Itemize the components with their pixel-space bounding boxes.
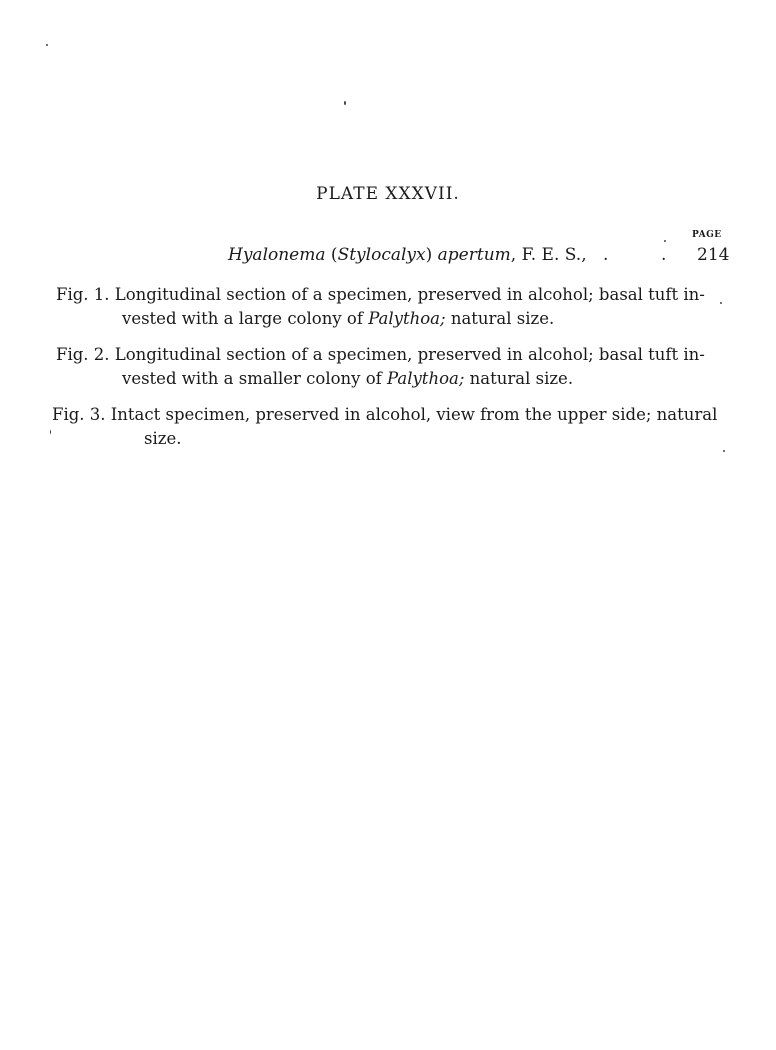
species-genus: Hyalonema	[228, 245, 326, 265]
figure-label: Fig. 1.	[56, 285, 110, 304]
species-subgenus: Stylocalyx	[337, 245, 426, 265]
species-paren-close: )	[425, 245, 438, 265]
figure-text: Longitudinal section of a specimen, preserved in alcohol; basal tuft in-	[114, 285, 705, 304]
page-column-header: PAGE	[692, 230, 722, 240]
figure-text-continued: vested with a smaller colony of	[122, 369, 388, 388]
figure-genus-italic: Palythoa;	[368, 309, 446, 328]
figure-label: Fig. 2.	[56, 345, 110, 364]
figure-label: Fig. 3.	[52, 405, 106, 424]
species-paren-open: (	[325, 245, 338, 265]
figure-text-continued: size.	[144, 429, 182, 448]
ink-speck	[46, 44, 48, 46]
ink-speck	[720, 302, 722, 304]
species-name: apertum	[437, 245, 511, 265]
figure-text-tail: natural size.	[445, 309, 555, 328]
figure-text-tail: natural size.	[464, 369, 574, 388]
leader-dot: .	[603, 245, 609, 265]
leader-dot: .	[661, 245, 667, 265]
species-author: , F. E. S.,	[510, 245, 587, 265]
species-entry	[228, 245, 730, 265]
ink-speck	[50, 430, 51, 434]
ink-speck	[723, 450, 725, 452]
figure-caption	[56, 283, 705, 331]
figure-caption	[56, 343, 705, 391]
figure-text: Intact specimen, preserved in alcohol, view from the upper side; natural	[110, 405, 718, 424]
figure-text: Longitudinal section of a specimen, preserved in alcohol; basal tuft in-	[114, 345, 705, 364]
figure-text-continued: vested with a large colony of	[122, 309, 369, 328]
ink-speck	[664, 240, 666, 242]
ink-speck	[344, 101, 346, 105]
figure-genus-italic: Palythoa;	[387, 369, 465, 388]
figure-caption	[52, 403, 718, 451]
species-page-number: 214	[697, 245, 730, 265]
plate-title: PLATE XXXVII.	[316, 184, 460, 204]
